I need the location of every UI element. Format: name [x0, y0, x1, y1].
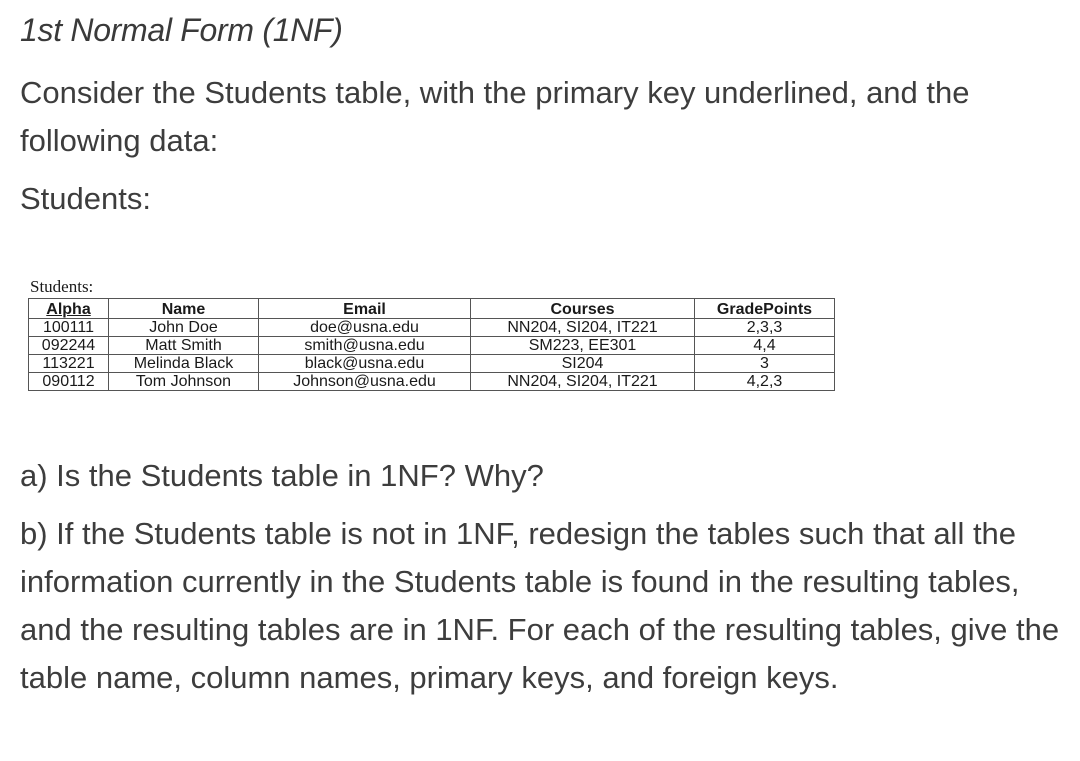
page-title: 1st Normal Form (1NF) [20, 12, 343, 48]
column-header-courses: Courses [471, 299, 695, 319]
cell-name: Tom Johnson [109, 373, 259, 391]
cell-alpha: 090112 [29, 373, 109, 391]
column-header-alpha: Alpha [29, 299, 109, 319]
table-row [29, 373, 835, 391]
students-label: Students: [20, 181, 151, 216]
cell-courses: NN204, SI204, IT221 [471, 373, 695, 391]
table-row [29, 319, 835, 337]
table-row [29, 337, 835, 355]
question-b: b) If the Students table is not in 1NF, redesign the tables such that all the information currently in the Students table is found in the resulting tables, and the resulting tables are in 1NF. For each of the resulting tables, give the table name, column names, primary keys, and foreign keys. [20, 516, 1060, 695]
cell-name: John Doe [109, 319, 259, 337]
cell-alpha: 100111 [29, 319, 109, 337]
question-a: a) Is the Students table in 1NF? Why? [20, 458, 544, 493]
cell-email: Johnson@usna.edu [259, 373, 471, 391]
column-header-gradepoints: GradePoints [695, 299, 835, 319]
cell-courses: SI204 [471, 355, 695, 373]
cell-alpha: 113221 [29, 355, 109, 373]
cell-name: Matt Smith [109, 337, 259, 355]
cell-courses: SM223, EE301 [471, 337, 695, 355]
cell-email: black@usna.edu [259, 355, 471, 373]
cell-gradepoints: 4,4 [695, 337, 835, 355]
students-table-figure [28, 277, 835, 391]
table-header-row [29, 299, 835, 319]
table-row [29, 355, 835, 373]
intro-paragraph: Consider the Students table, with the primary key underlined, and the following data: [20, 75, 970, 158]
cell-name: Melinda Black [109, 355, 259, 373]
cell-gradepoints: 4,2,3 [695, 373, 835, 391]
cell-gradepoints: 3 [695, 355, 835, 373]
cell-gradepoints: 2,3,3 [695, 319, 835, 337]
cell-alpha: 092244 [29, 337, 109, 355]
students-table [28, 298, 835, 391]
cell-courses: NN204, SI204, IT221 [471, 319, 695, 337]
table-caption: Students: [30, 277, 94, 296]
cell-email: smith@usna.edu [259, 337, 471, 355]
column-header-email: Email [259, 299, 471, 319]
column-header-name: Name [109, 299, 259, 319]
cell-email: doe@usna.edu [259, 319, 471, 337]
